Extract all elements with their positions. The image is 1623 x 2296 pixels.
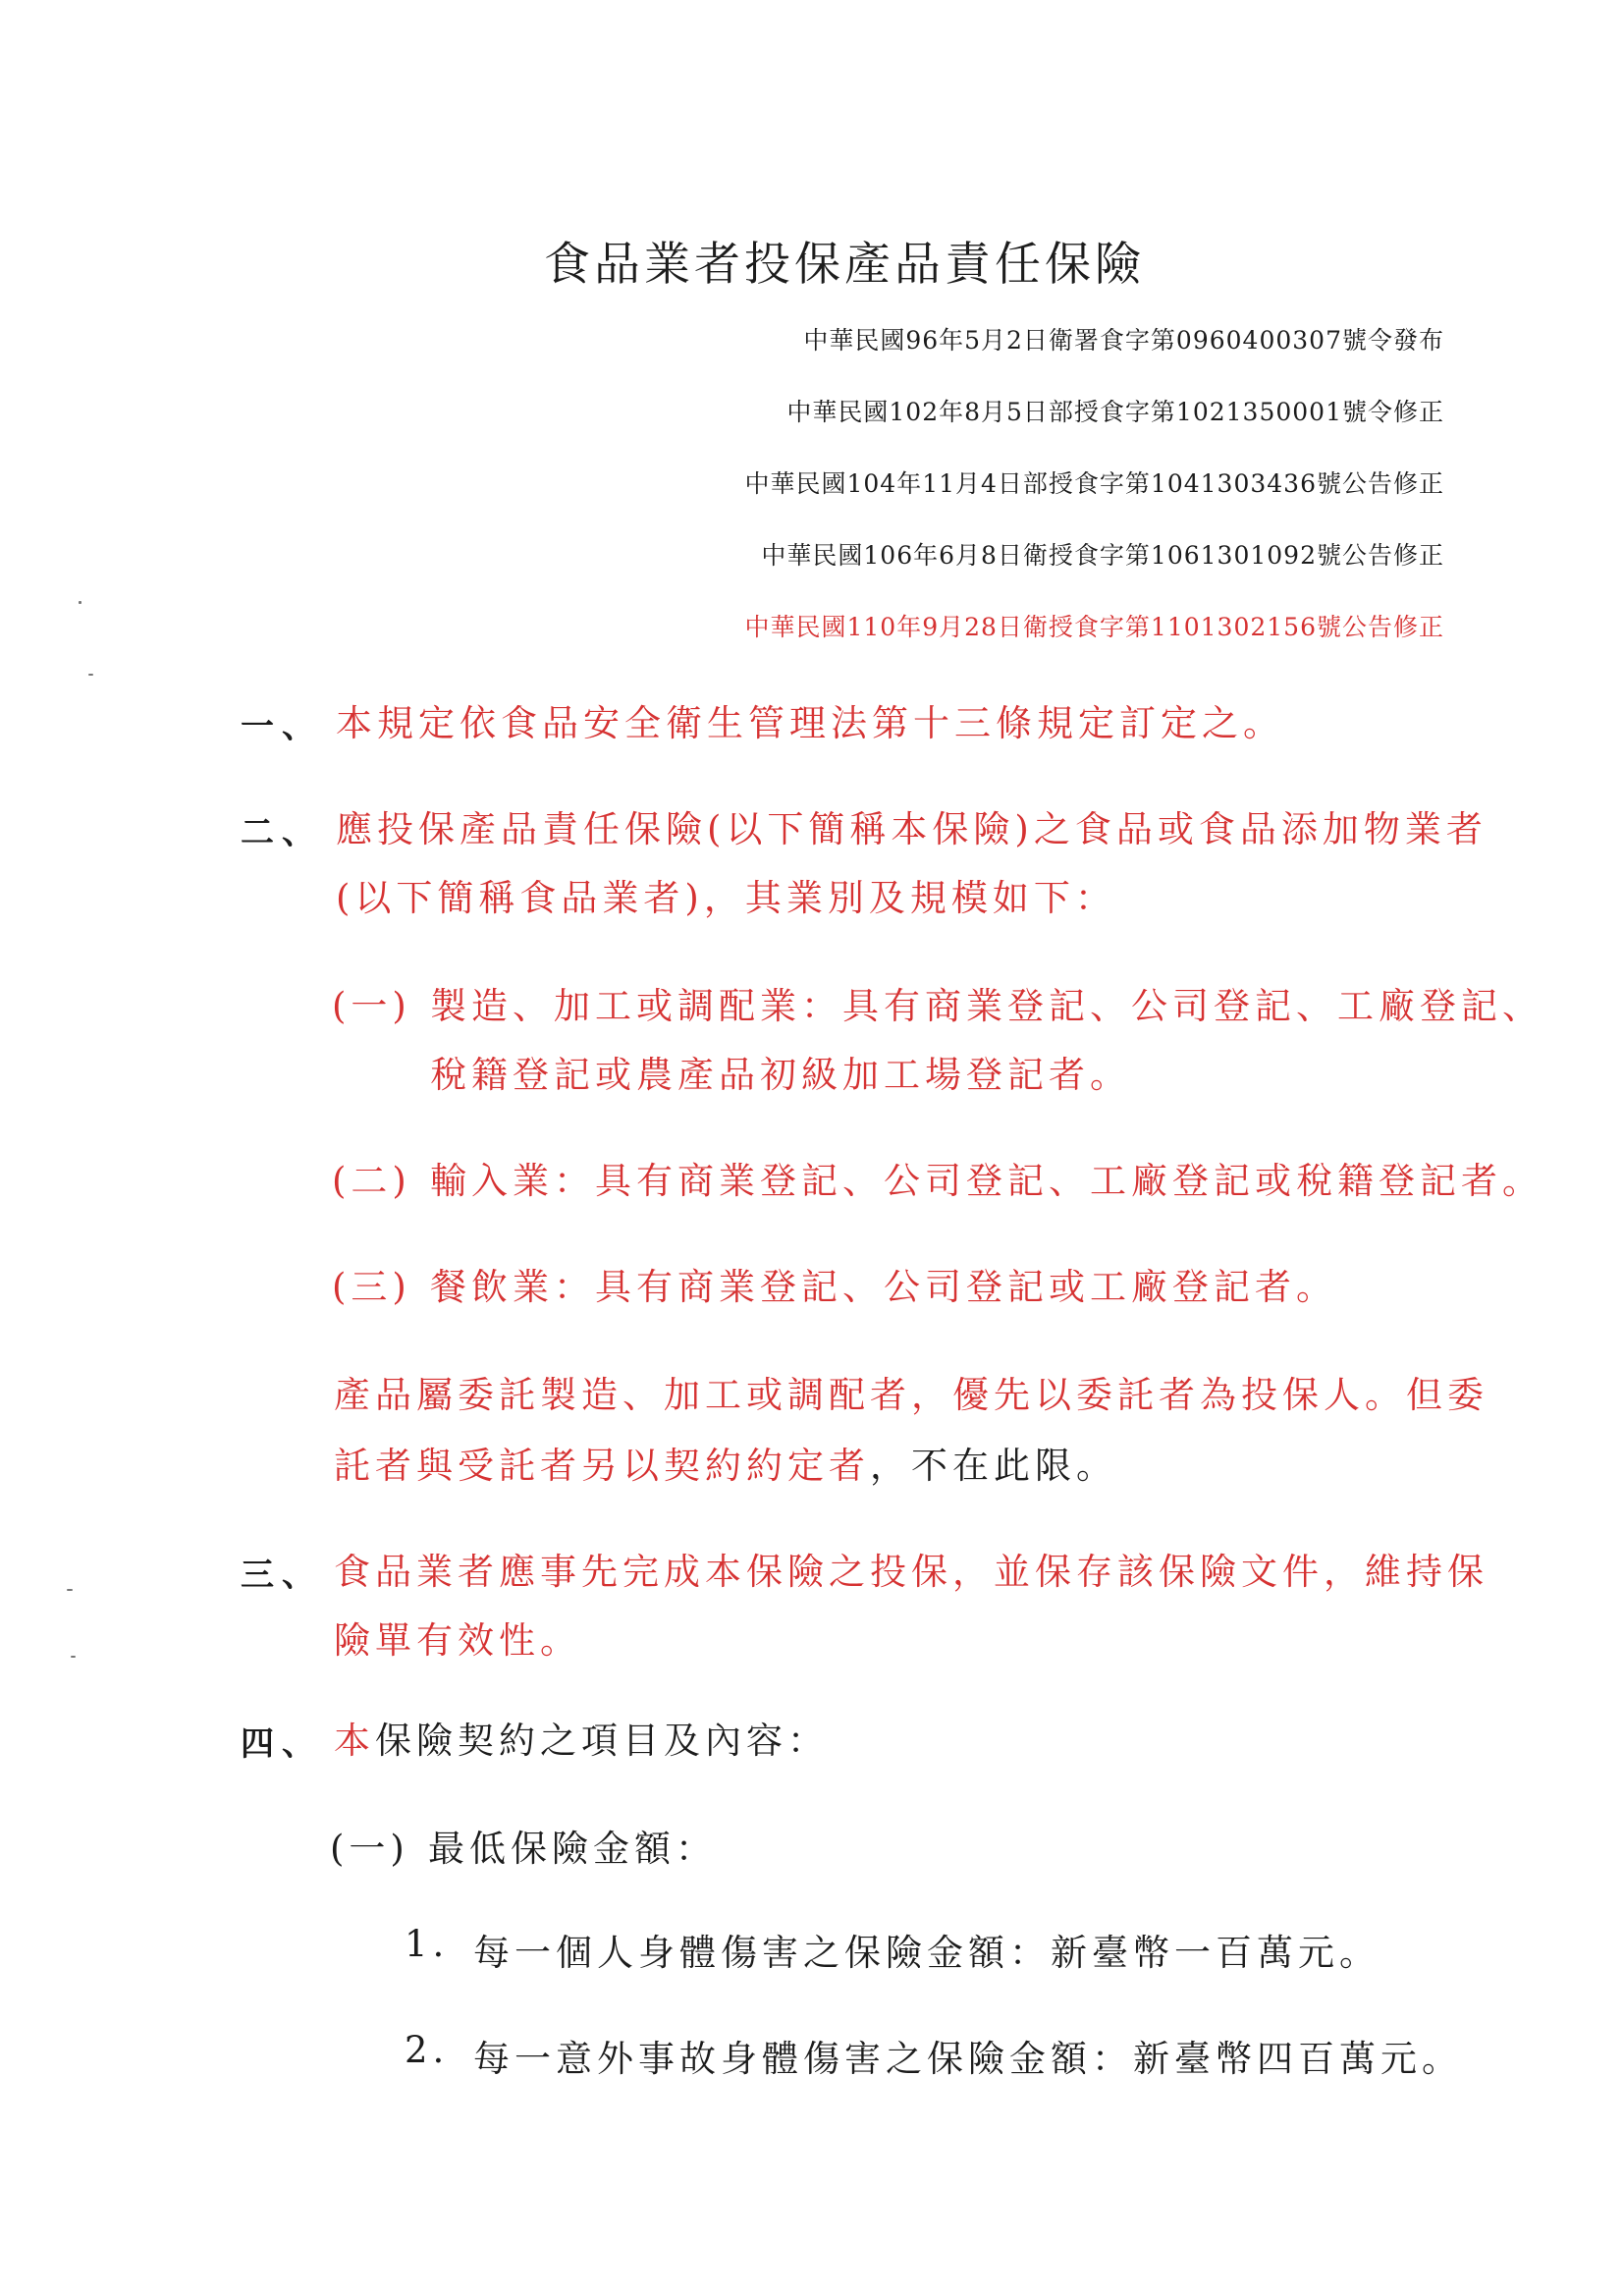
section-2-note-line-2-red: 託者與受託者另以契約約定者 bbox=[334, 1445, 870, 1487]
section-2-number: 二、 bbox=[241, 813, 323, 852]
section-2-item-3-line-1: 餐飲業：具有商業登記、公司登記或工廠登記者。 bbox=[430, 1266, 1337, 1308]
section-2-item-1-line-1: 製造、加工或調配業：具有商業登記、公司登記、工廠登記、 bbox=[430, 985, 1543, 1027]
scan-speck bbox=[88, 674, 93, 676]
section-4-number: 四、 bbox=[241, 1724, 323, 1764]
section-2-item-2-line-1: 輸入業：具有商業登記、公司登記、工廠登記或稅籍登記者。 bbox=[430, 1160, 1543, 1202]
section-4-sub-1-label: (一) bbox=[330, 1828, 409, 1870]
section-4-item-2-text: 每一意外事故身體傷害之保險金額：新臺幣四百萬元。 bbox=[473, 2038, 1463, 2080]
history-line-4: 中華民國106年6月8日衛授食字第1061301092號公告修正 bbox=[761, 541, 1444, 570]
section-4-item-1-number: 1. bbox=[405, 1923, 450, 1965]
history-line-3: 中華民國104年11月4日部授食字第1041303436號公告修正 bbox=[744, 469, 1444, 498]
section-4-text-rest: 保險契約之項目及內容： bbox=[375, 1720, 829, 1762]
section-4-text bbox=[334, 1711, 829, 1764]
section-2-item-1-line-2: 稅籍登記或農產品初級加工場登記者。 bbox=[430, 1054, 1131, 1096]
section-2-note-line-2-rest: ，不在此限。 bbox=[870, 1445, 1117, 1487]
document-title: 食品業者投保產品責任保險 bbox=[544, 238, 1145, 292]
history-line-2: 中華民國102年8月5日部授食字第1021350001號令修正 bbox=[786, 398, 1444, 426]
section-2-line-2: (以下簡稱食品業者)，其業別及規模如下： bbox=[336, 877, 1116, 919]
section-3-line-2: 險單有效性。 bbox=[334, 1619, 581, 1662]
section-3-line-1: 食品業者應事先完成本保險之投保，並保存該保險文件，維持保 bbox=[334, 1551, 1488, 1593]
section-4-sub-1-text: 最低保險金額： bbox=[428, 1828, 717, 1870]
history-line-5: 中華民國110年9月28日衛授食字第1101302156號公告修正 bbox=[744, 613, 1444, 641]
section-2-line-1: 應投保產品責任保險(以下簡稱本保險)之食品或食品添加物業者 bbox=[336, 808, 1488, 850]
section-4-item-2-number: 2. bbox=[405, 2029, 450, 2071]
section-2-item-1-label: (一) bbox=[332, 985, 411, 1027]
history-line-1: 中華民國96年5月2日衛署食字第0960400307號令發布 bbox=[803, 326, 1444, 355]
section-3-number: 三、 bbox=[241, 1556, 323, 1595]
section-1-text: 本規定依食品安全衛生管理法第十三條規定訂定之。 bbox=[336, 702, 1284, 744]
section-2-note-line-2 bbox=[334, 1436, 1117, 1489]
section-1-number: 一、 bbox=[241, 707, 323, 746]
section-4-item-1-text: 每一個人身體傷害之保險金額：新臺幣一百萬元。 bbox=[473, 1932, 1380, 1974]
scan-speck bbox=[71, 1656, 76, 1658]
section-2-note-line-1: 產品屬委託製造、加工或調配者，優先以委託者為投保人。但委 bbox=[334, 1374, 1488, 1416]
section-4-text-red: 本 bbox=[334, 1720, 375, 1762]
scan-speck bbox=[67, 1589, 73, 1591]
section-2-item-2-label: (二) bbox=[332, 1160, 411, 1202]
scan-speck bbox=[79, 601, 81, 604]
section-2-item-3-label: (三) bbox=[332, 1266, 411, 1308]
